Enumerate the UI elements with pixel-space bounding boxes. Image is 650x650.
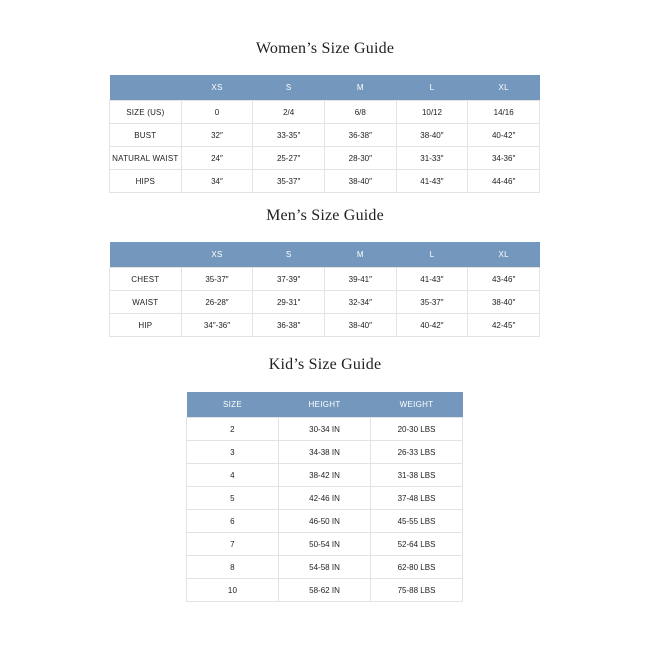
table-row <box>187 533 463 556</box>
table-cell: 35-37″ <box>253 170 325 193</box>
table-cell: 26-33 LBS <box>371 441 463 464</box>
table-cell: 33-35″ <box>253 124 325 147</box>
table-cell: 75-88 LBS <box>371 579 463 602</box>
table-row <box>110 147 540 170</box>
table-row <box>110 124 540 147</box>
table-cell: 41-43″ <box>396 268 468 291</box>
table-cell: 20-30 LBS <box>371 418 463 441</box>
table-cell: 36-38″ <box>324 124 396 147</box>
column-header: L <box>396 75 468 101</box>
kids-size-guide-title: Kid’s Size Guide <box>268 356 382 373</box>
table-row <box>187 418 463 441</box>
table-cell: 28-30″ <box>324 147 396 170</box>
row-label-cell: 6 <box>187 510 279 533</box>
row-label-cell: CHEST <box>110 268 182 291</box>
womens-size-table <box>109 75 540 193</box>
table-cell: 24″ <box>181 147 253 170</box>
table-cell: 38-40″ <box>396 124 468 147</box>
column-header: HEIGHT <box>279 392 371 418</box>
table-cell: 34-36″ <box>468 147 540 170</box>
table-row <box>110 170 540 193</box>
table-cell: 42-46 IN <box>279 487 371 510</box>
table-cell: 54-58 IN <box>279 556 371 579</box>
table-cell: 29-31″ <box>253 291 325 314</box>
table-cell: 25-27″ <box>253 147 325 170</box>
mens-size-table <box>109 242 540 337</box>
table-cell: 6/8 <box>324 101 396 124</box>
mens-size-guide-title: Men’s Size Guide <box>266 207 384 224</box>
table-cell: 43-46″ <box>468 268 540 291</box>
column-header: WEIGHT <box>371 392 463 418</box>
row-label-cell: 10 <box>187 579 279 602</box>
table-cell: 31-38 LBS <box>371 464 463 487</box>
table-row <box>110 268 540 291</box>
row-label-cell: BUST <box>110 124 182 147</box>
table-cell: 2/4 <box>253 101 325 124</box>
column-header: M <box>324 75 396 101</box>
table-cell: 0 <box>181 101 253 124</box>
table-cell: 31-33″ <box>396 147 468 170</box>
table-cell: 30-34 IN <box>279 418 371 441</box>
row-label-cell: 7 <box>187 533 279 556</box>
row-label-cell: NATURAL WAIST <box>110 147 182 170</box>
column-header: M <box>324 242 396 268</box>
header-row <box>110 75 540 101</box>
table-cell: 34-38 IN <box>279 441 371 464</box>
table-cell: 40-42″ <box>396 314 468 337</box>
table-row <box>187 579 463 602</box>
table-cell: 32″ <box>181 124 253 147</box>
column-header: XL <box>468 75 540 101</box>
table-row <box>187 464 463 487</box>
column-header: SIZE <box>187 392 279 418</box>
table-row <box>187 441 463 464</box>
column-header: XS <box>181 75 253 101</box>
womens-size-guide-title: Women’s Size Guide <box>255 40 395 57</box>
row-label-cell: 8 <box>187 556 279 579</box>
row-label-cell: 3 <box>187 441 279 464</box>
table-cell: 50-54 IN <box>279 533 371 556</box>
row-label-cell: HIP <box>110 314 182 337</box>
table-cell: 62-80 LBS <box>371 556 463 579</box>
row-label-cell: WAIST <box>110 291 182 314</box>
column-header: XS <box>181 242 253 268</box>
table-cell: 36-38″ <box>253 314 325 337</box>
column-header <box>110 75 182 101</box>
header-row <box>187 392 463 418</box>
table-cell: 58-62 IN <box>279 579 371 602</box>
table-cell: 46-50 IN <box>279 510 371 533</box>
table-cell: 38-42 IN <box>279 464 371 487</box>
table-cell: 40-42″ <box>468 124 540 147</box>
table-cell: 44-46″ <box>468 170 540 193</box>
table-row <box>110 314 540 337</box>
table-cell: 10/12 <box>396 101 468 124</box>
row-label-cell: HIPS <box>110 170 182 193</box>
table-cell: 37-39″ <box>253 268 325 291</box>
row-label-cell: 2 <box>187 418 279 441</box>
table-cell: 38-40″ <box>468 291 540 314</box>
row-label-cell: SIZE (US) <box>110 101 182 124</box>
header-row <box>110 242 540 268</box>
table-cell: 52-64 LBS <box>371 533 463 556</box>
table-cell: 45-55 LBS <box>371 510 463 533</box>
table-cell: 14/16 <box>468 101 540 124</box>
table-cell: 37-48 LBS <box>371 487 463 510</box>
column-header: L <box>396 242 468 268</box>
table-cell: 34″-36″ <box>181 314 253 337</box>
table-row <box>187 556 463 579</box>
table-cell: 42-45″ <box>468 314 540 337</box>
table-row <box>110 291 540 314</box>
table-cell: 35-37″ <box>181 268 253 291</box>
table-row <box>187 487 463 510</box>
row-label-cell: 4 <box>187 464 279 487</box>
column-header: XL <box>468 242 540 268</box>
table-cell: 39-41″ <box>324 268 396 291</box>
table-cell: 34″ <box>181 170 253 193</box>
kids-size-table <box>186 392 463 602</box>
column-header <box>110 242 182 268</box>
table-cell: 35-37″ <box>396 291 468 314</box>
table-row <box>187 510 463 533</box>
table-row <box>110 101 540 124</box>
table-cell: 41-43″ <box>396 170 468 193</box>
table-cell: 26-28″ <box>181 291 253 314</box>
table-cell: 38-40″ <box>324 314 396 337</box>
table-cell: 32-34″ <box>324 291 396 314</box>
column-header: S <box>253 75 325 101</box>
table-cell: 38-40″ <box>324 170 396 193</box>
column-header: S <box>253 242 325 268</box>
row-label-cell: 5 <box>187 487 279 510</box>
